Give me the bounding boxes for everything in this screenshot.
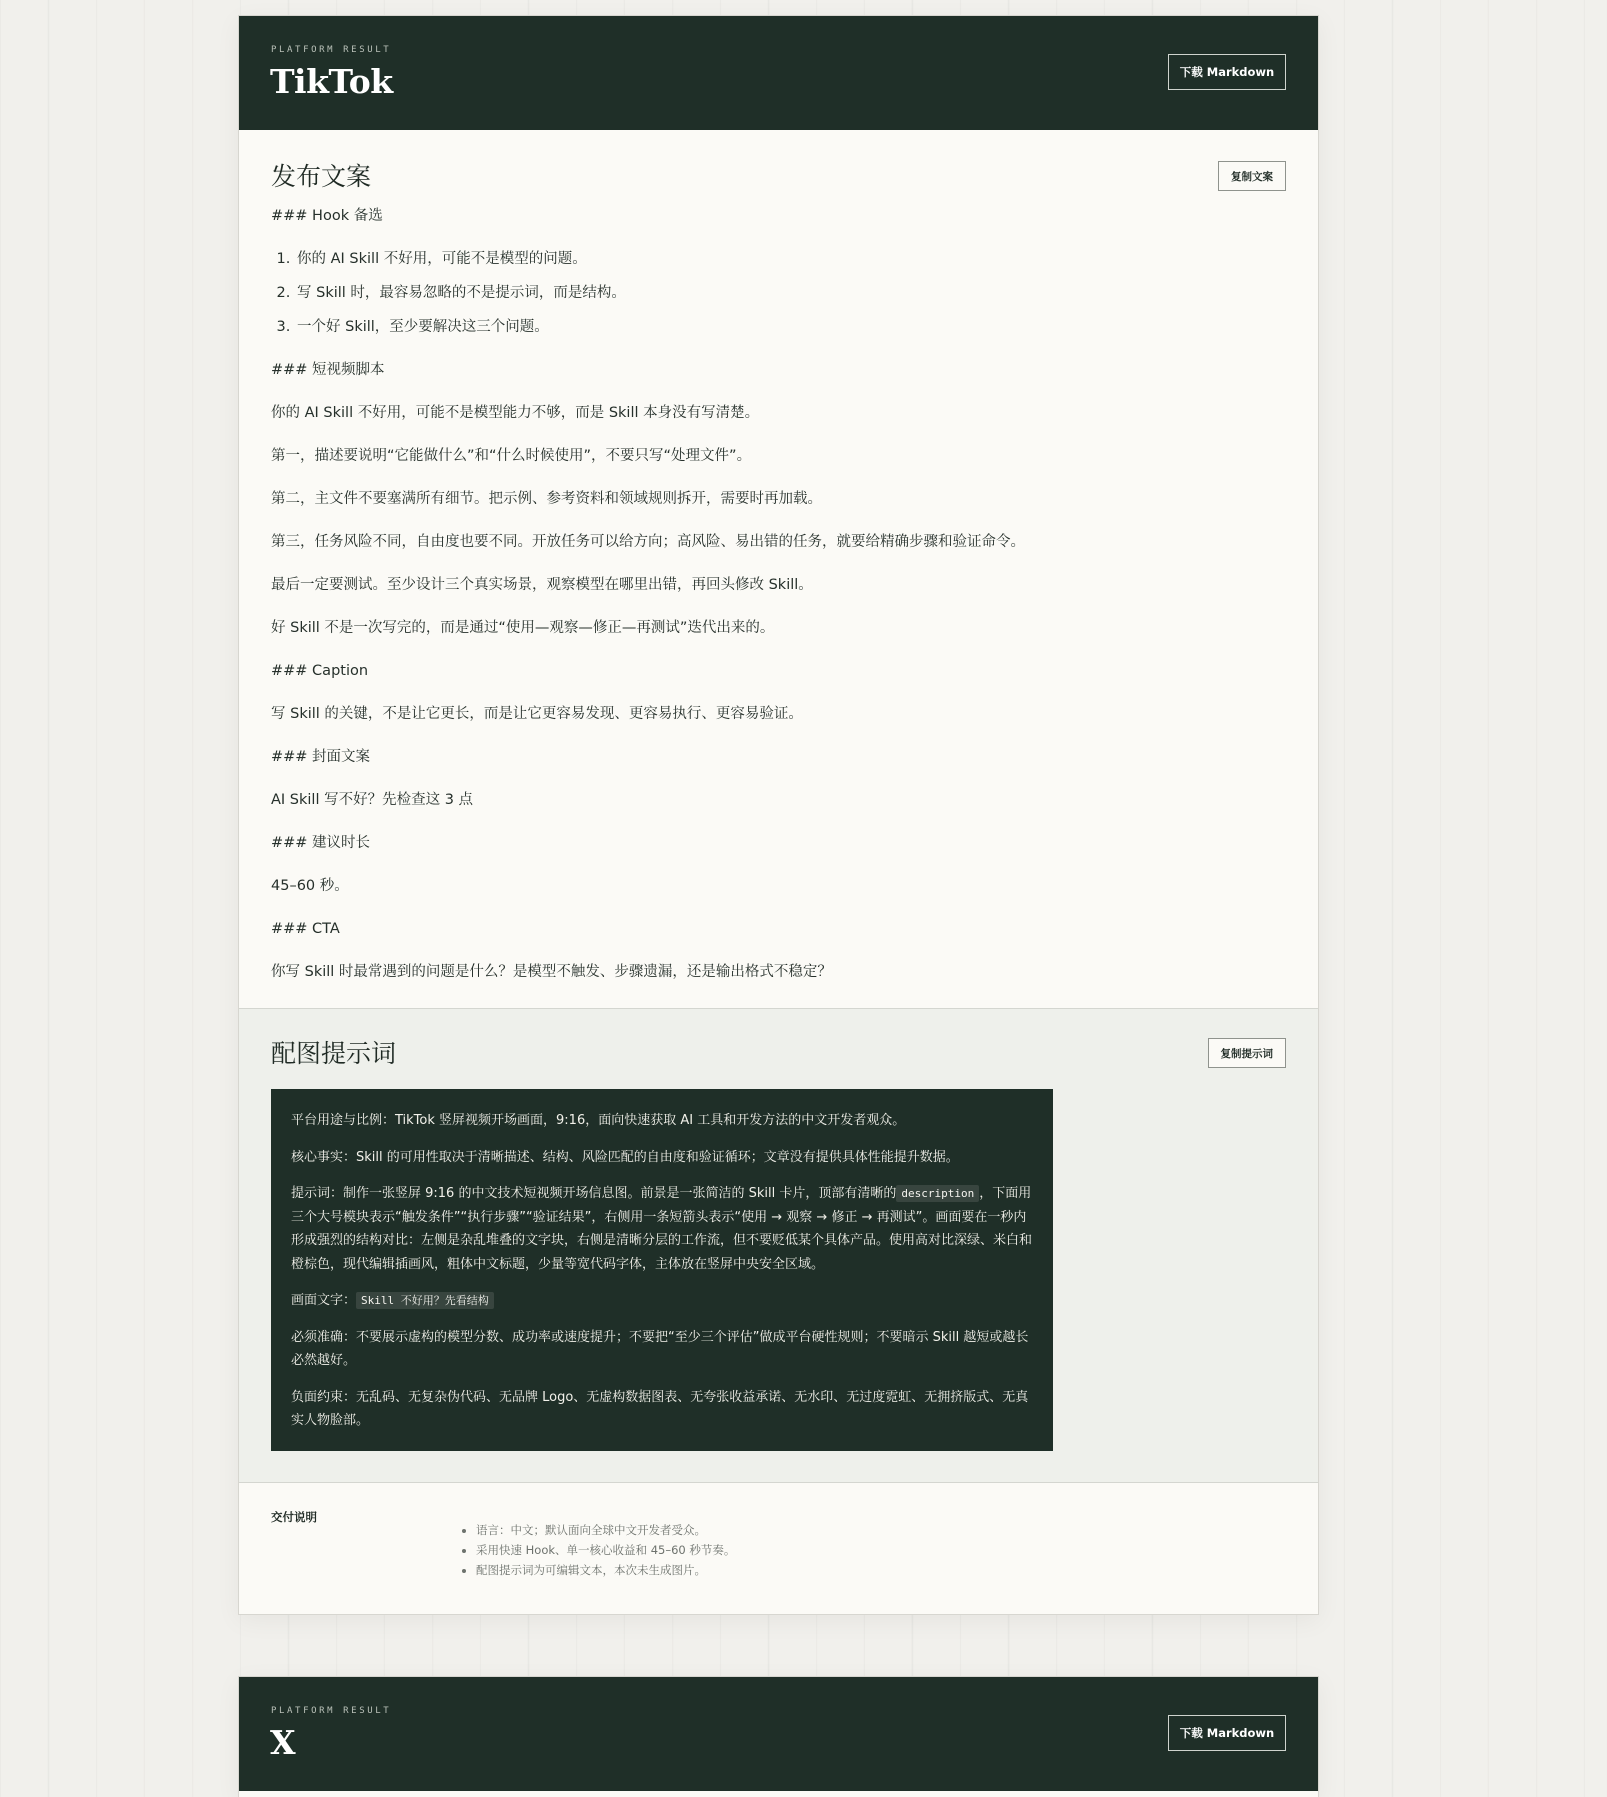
card-header	[239, 1677, 1318, 1791]
inline-code: description	[896, 1185, 979, 1202]
prompt-box	[271, 1089, 1053, 1451]
heading-duration: ### 建议时长	[271, 835, 371, 851]
platform-result-card-x	[238, 1676, 1319, 1797]
caption-text: 写 Skill 的关键，不是让它更长，而是让它更容易发现、更容易执行、更容易验证。	[271, 706, 803, 722]
script-paragraph: 最后一定要测试。至少设计三个真实场景，观察模型在哪里出错，再回头修改 Skill。	[271, 577, 813, 593]
script-paragraph: 你的 AI Skill 不好用，可能不是模型能力不够，而是 Skill 本身没有写清楚。	[271, 405, 760, 421]
heading-cover: ### 封面文案	[271, 749, 371, 765]
delivery-notes-section	[239, 1483, 1318, 1614]
prompt-usage: 平台用途与比例：TikTok 竖屏视频开场画面，9:16，面向快速获取 AI 工具和开发方法的中文开发者观众。	[291, 1113, 906, 1128]
section-title: 发布文案	[271, 162, 372, 191]
list-item: • 采用快速 Hook、单一核心收益和 45–60 秒节奏。	[476, 1540, 735, 1560]
script-paragraph: 第三，任务风险不同，自由度也要不同。开放任务可以给方向；高风险、易出错的任务，就要给精确步骤和验证命令。	[271, 534, 1025, 550]
copy-body	[271, 206, 1286, 982]
duration-text: 45–60 秒。	[271, 878, 349, 894]
copy-prompt-button[interactable]: 复制提示词	[1208, 1038, 1287, 1068]
heading-cta: ### CTA	[271, 921, 340, 937]
cover-text: AI Skill 写不好？先检查这 3 点	[271, 792, 474, 808]
heading-hook: ### Hook 备选	[271, 208, 383, 224]
prompt-negative: 负面约束：无乱码、无复杂伪代码、无品牌 Logo、无虚构数据图表、无夸张收益承诺、无水印、无过度霓虹、无拥挤版式、无真实人物脸部。	[291, 1389, 1029, 1428]
copy-text-button[interactable]: 复制文案	[1218, 161, 1286, 191]
publish-copy-section	[239, 130, 1318, 1008]
platform-title: TikTok	[270, 62, 393, 101]
prompt-main	[291, 1182, 1033, 1276]
prompt-text: ，下面用三个大号模块表示“触发条件”“执行步骤”“验证结果”，右侧用一条短箭头表示“使用 → 观察 → 修正 → 再测试”。画面要在一秒内形成强烈的结构对比：左侧是杂乱堆叠的文字块，右侧是清晰分层的工作流，但不要贬低某个具体产品。使用高对比深绿、米白和橙棕色，现代编辑插画风，粗体中文标题，少量等宽代码字体，主体放在竖屏中央安全区域。	[291, 1186, 1033, 1272]
image-prompt-section	[239, 1008, 1318, 1483]
section-title: 配图提示词	[271, 1039, 397, 1068]
card-header	[239, 16, 1318, 130]
list-item: 3. 一个好 Skill，至少要解决这三个问题。	[295, 317, 1286, 337]
prompt-screen-text	[291, 1289, 1033, 1313]
notes-list	[461, 1520, 735, 1580]
platform-result-card-tiktok	[238, 15, 1319, 1615]
download-markdown-button[interactable]: 下载 Markdown	[1168, 1715, 1286, 1751]
card-eyebrow: PLATFORM RESULT	[271, 45, 392, 55]
card-eyebrow: PLATFORM RESULT	[271, 1706, 392, 1716]
notes-title: 交付说明	[271, 1509, 317, 1524]
heading-script: ### 短视频脚本	[271, 362, 385, 378]
script-paragraph: 第一，描述要说明“它能做什么”和“什么时候使用”，不要只写“处理文件”。	[271, 448, 752, 464]
list-item: 1. 你的 AI Skill 不好用，可能不是模型的问题。	[295, 249, 1286, 269]
cta-text: 你写 Skill 时最常遇到的问题是什么？是模型不触发、步骤遗漏，还是输出格式不稳定？	[271, 964, 832, 980]
hook-list	[271, 249, 1286, 337]
prompt-accuracy: 必须准确：不要展示虚构的模型分数、成功率或速度提升；不要把“至少三个评估”做成平台硬性规则；不要暗示 Skill 越短或越长必然越好。	[291, 1329, 1029, 1368]
prompt-text: 提示词：制作一张竖屏 9:16 的中文技术短视频开场信息图。前景是一张简洁的 Skill 卡片，顶部有清晰的	[291, 1186, 897, 1201]
script-paragraph: 好 Skill 不是一次写完的，而是通过“使用—观察—修正—再测试”迭代出来的。	[271, 620, 775, 636]
inline-code: Skill 不好用？先看结构	[356, 1292, 494, 1309]
list-item: • 配图提示词为可编辑文本，本次未生成图片。	[476, 1560, 735, 1580]
list-item: 2. 写 Skill 时，最容易忽略的不是提示词，而是结构。	[295, 283, 1286, 303]
heading-caption: ### Caption	[271, 663, 369, 679]
screen-text-label: 画面文字：	[291, 1293, 357, 1308]
script-paragraph: 第二，主文件不要塞满所有细节。把示例、参考资料和领域规则拆开，需要时再加载。	[271, 491, 822, 507]
list-item: • 语言：中文；默认面向全球中文开发者受众。	[476, 1520, 735, 1540]
download-markdown-button[interactable]: 下载 Markdown	[1168, 54, 1286, 90]
prompt-facts: 核心事实：Skill 的可用性取决于清晰描述、结构、风险匹配的自由度和验证循环；文章没有提供具体性能提升数据。	[291, 1149, 959, 1165]
platform-title: X	[270, 1723, 296, 1762]
